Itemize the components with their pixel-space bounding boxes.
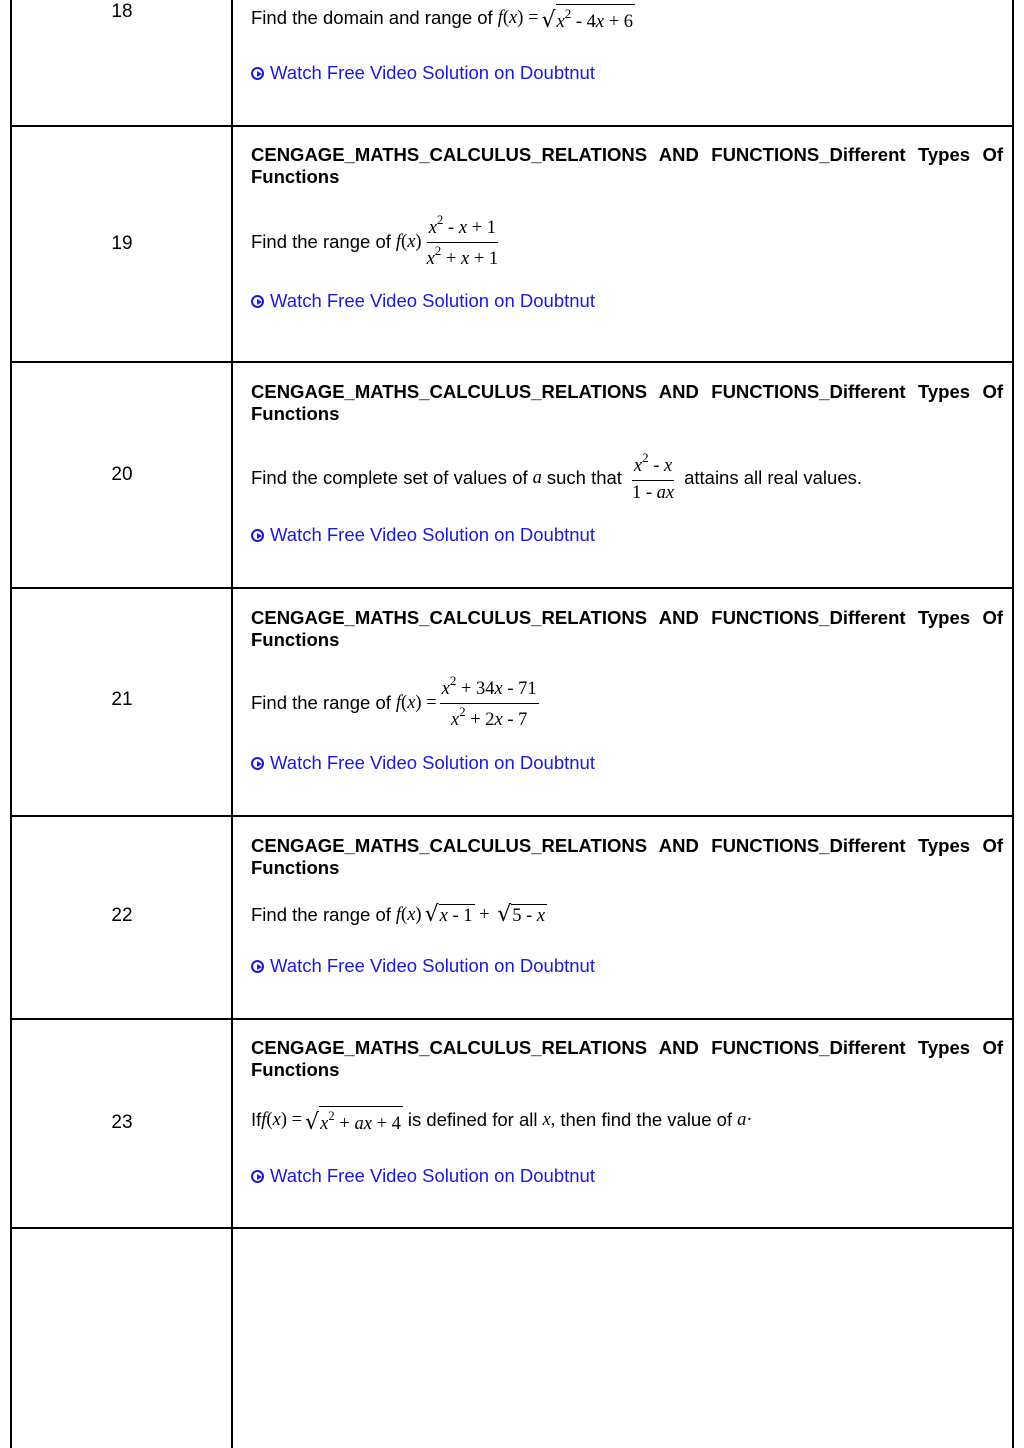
video-solution-link[interactable]: Watch Free Video Solution on Doubtnut [251,1165,595,1187]
question-text: If f(x) = √ $x^2$ + ax + 4 is defined for all x , then find the value of a · [251,1107,753,1136]
question-number: 23 [111,1112,133,1133]
video-solution-link[interactable]: Watch Free Video Solution on Doubtnut [251,62,595,84]
question-text: Find the domain and range of f(x) = √ $x^2 - 4x + 6$ [251,5,634,34]
question-row-21 [12,589,1012,815]
video-solution-link[interactable]: Watch Free Video Solution on Doubtnut [251,955,595,977]
fraction-expression: $\frac{x^2 + 34x - 71}{x^2 + 2x - 7}$ [441,673,537,730]
question-row-18 [12,0,1012,125]
square-root-expression: √ $x^2 - 4x + 6$ [541,5,634,34]
video-solution-link[interactable]: Watch Free Video Solution on Doubtnut [251,524,595,546]
question-number: 22 [111,905,133,926]
question-heading: CENGAGE_MATHS_CALCULUS_RELATIONS AND FUNCTIONS_Different Types Of Functions [251,1037,1003,1080]
question-heading: CENGAGE_MATHS_CALCULUS_RELATIONS AND FUNCTIONS_Different Types Of Functions [251,835,1003,878]
question-row-23 [12,1020,1012,1227]
fraction-expression: $\frac{x^2 - x}{1 - ax}$ [631,450,675,503]
row-divider [10,1227,1014,1229]
question-number: 19 [111,233,133,254]
table-border-right [1012,0,1014,1448]
play-circle-icon [251,295,264,308]
square-root-expression: √ x - 1 [424,902,473,927]
question-number: 20 [111,464,133,485]
math-expression: f(x) = [497,7,539,28]
play-circle-icon [251,529,264,542]
play-circle-icon [251,1170,264,1183]
square-root-expression: √ $x^2$ + ax + 4 [305,1107,401,1136]
play-circle-icon [251,67,264,80]
fraction-expression: $\frac{x^2 - x + 1}{x^2 + x + 1}$ [426,212,499,269]
question-row-19 [12,127,1012,361]
question-text: Find the range of f(x) √ x - 1 + √ 5 - x [251,902,546,927]
question-heading: CENGAGE_MATHS_CALCULUS_RELATIONS AND FUNCTIONS_Different Types Of Functions [251,381,1003,424]
question-heading: CENGAGE_MATHS_CALCULUS_RELATIONS AND FUNCTIONS_Different Types Of Functions [251,144,1003,187]
question-number: 21 [111,689,133,710]
question-text: Find the complete set of values of a such that $\frac{x^2 - x}{1 - ax}$ attains all real values. [251,450,862,503]
square-root-expression: √ 5 - x [497,902,546,927]
question-row-20 [12,363,1012,587]
question-number: 18 [111,1,133,22]
video-solution-link[interactable]: Watch Free Video Solution on Doubtnut [251,752,595,774]
question-text: Find the range of f(x) = $\frac{x^2 + 34x - 71}{x^2 + 2x - 7}$ [251,673,537,730]
video-solution-link[interactable]: Watch Free Video Solution on Doubtnut [251,290,595,312]
question-text: Find the range of f(x) $\frac{x^2 - x + 1}{x^2 + x + 1}$ [251,212,499,269]
play-circle-icon [251,960,264,973]
question-row-22 [12,817,1012,1018]
play-circle-icon [251,757,264,770]
question-heading: CENGAGE_MATHS_CALCULUS_RELATIONS AND FUNCTIONS_Different Types Of Functions [251,607,1003,650]
